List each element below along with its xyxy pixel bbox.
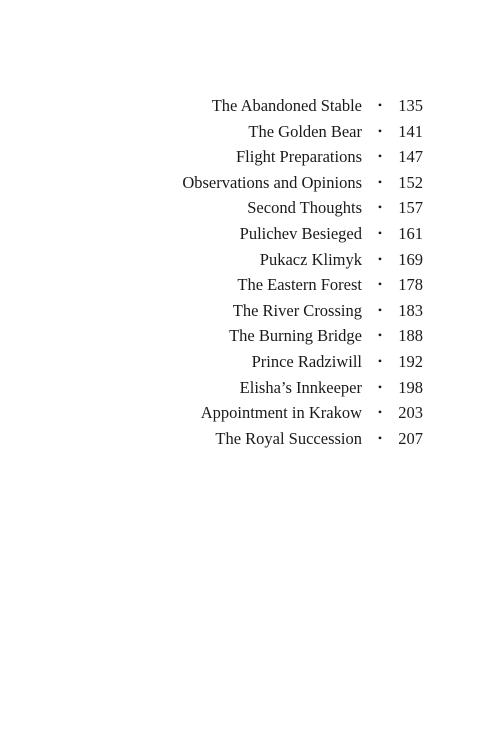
page-number: 203: [398, 403, 423, 423]
separator-dot: •: [377, 302, 383, 317]
page-number: 169: [398, 249, 423, 269]
page-number: 135: [398, 96, 423, 115]
chapter-title: Elisha’s Innkeeper: [239, 377, 362, 397]
chapter-title: Appointment in Krakow: [200, 403, 362, 423]
chapter-title: Observations and Opinions: [182, 172, 362, 192]
page-number: 161: [398, 223, 423, 243]
toc-entry: [0, 426, 500, 452]
chapter-title: The Golden Bear: [248, 121, 362, 141]
separator-dot: •: [377, 123, 383, 138]
page-number: 178: [398, 275, 423, 295]
chapter-title: The Eastern Forest: [237, 275, 362, 295]
page-number: 141: [398, 121, 423, 141]
toc-entry: [0, 375, 500, 401]
chapter-title: Second Thoughts: [247, 198, 362, 218]
separator-dot: •: [377, 149, 383, 164]
chapter-title: The River Crossing: [232, 300, 362, 320]
toc-entry: [0, 93, 500, 119]
page-number: 183: [398, 300, 423, 320]
chapter-title: The Royal Succession: [215, 428, 362, 448]
separator-dot: •: [377, 200, 383, 215]
separator-dot: •: [377, 379, 383, 394]
chapter-title: Pulichev Besieged: [239, 223, 362, 243]
page-number: 207: [398, 428, 423, 448]
chapter-title: Prince Radziwill: [251, 351, 362, 371]
separator-dot: •: [377, 98, 383, 112]
chapter-title: The Burning Bridge: [229, 326, 362, 346]
toc-entry: [0, 247, 500, 273]
separator-dot: •: [377, 430, 383, 445]
page-number: 152: [398, 172, 423, 192]
page-number: 188: [398, 326, 423, 346]
page-number: 198: [398, 377, 423, 397]
chapter-title: The Abandoned Stable: [211, 96, 362, 115]
chapter-title: Pukacz Klimyk: [259, 249, 362, 269]
toc-entry: [0, 195, 500, 221]
toc-entry: [0, 349, 500, 375]
toc-entry: [0, 400, 500, 426]
separator-dot: •: [377, 225, 383, 240]
chapter-title: Flight Preparations: [235, 147, 362, 167]
toc-entry: [0, 221, 500, 247]
separator-dot: •: [377, 353, 383, 368]
toc-entry: [0, 323, 500, 349]
table-of-contents: [0, 93, 500, 451]
toc-entry: [0, 170, 500, 196]
toc-entry: [0, 144, 500, 170]
toc-entry: [0, 119, 500, 145]
page-number: 147: [398, 147, 423, 167]
separator-dot: •: [377, 405, 383, 420]
page-number: 192: [398, 351, 423, 371]
separator-dot: •: [377, 251, 383, 266]
separator-dot: •: [377, 277, 383, 292]
page-number: 157: [398, 198, 423, 218]
separator-dot: •: [377, 328, 383, 343]
separator-dot: •: [377, 174, 383, 189]
toc-entry: [0, 298, 500, 324]
toc-entry: [0, 272, 500, 298]
